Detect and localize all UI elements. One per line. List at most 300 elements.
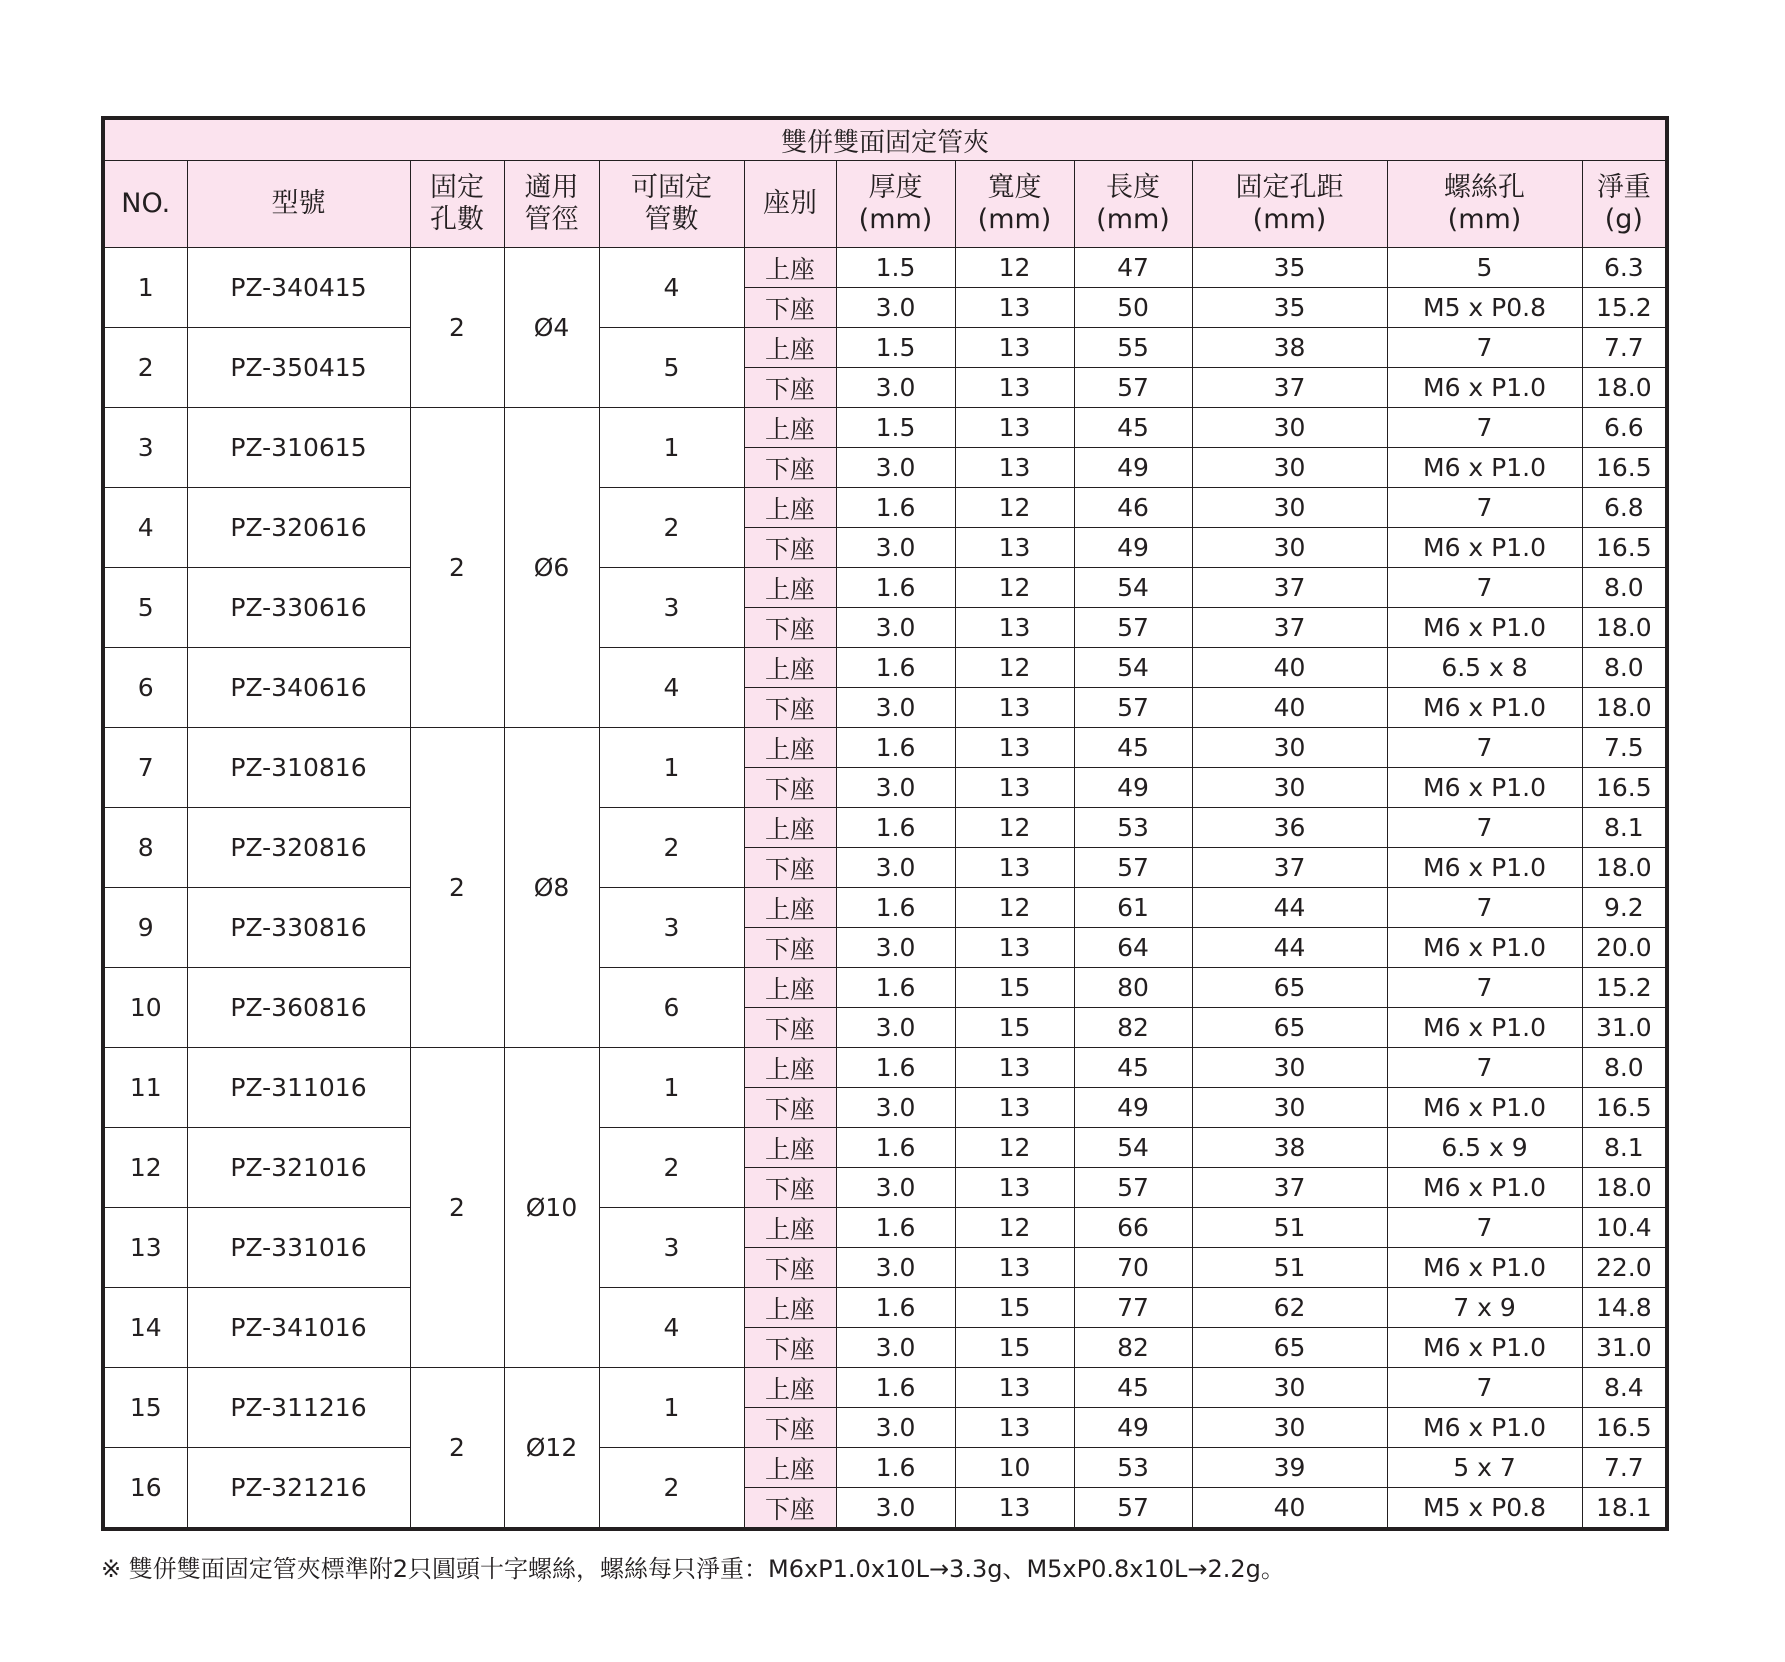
cell-width: 13: [955, 1088, 1074, 1128]
cell-width: 12: [955, 488, 1074, 528]
cell-screw-hole: 7: [1387, 1368, 1582, 1408]
cell-hole-pitch: 51: [1192, 1248, 1387, 1288]
cell-hole-pitch: 37: [1192, 1168, 1387, 1208]
table-row: [103, 1208, 1667, 1248]
table-row: [103, 1288, 1667, 1328]
cell-hole-pitch: 51: [1192, 1208, 1387, 1248]
table-row: [103, 488, 1667, 528]
cell-pipe-count: 2: [599, 488, 744, 568]
cell-weight: 18.0: [1582, 848, 1667, 888]
header-pipe-count: 可固定 管數: [599, 161, 744, 248]
cell-length: 50: [1074, 288, 1192, 328]
cell-screw-hole: M6 x P1.0: [1387, 1408, 1582, 1448]
cell-seat: 下座: [744, 1328, 836, 1368]
cell-hole-pitch: 36: [1192, 808, 1387, 848]
cell-hole-pitch: 35: [1192, 288, 1387, 328]
cell-seat: 下座: [744, 848, 836, 888]
cell-screw-hole: 5 x 7: [1387, 1448, 1582, 1488]
cell-length: 57: [1074, 1168, 1192, 1208]
cell-width: 13: [955, 1248, 1074, 1288]
cell-thickness: 3.0: [836, 1328, 955, 1368]
cell-pipe-count: 3: [599, 888, 744, 968]
cell-pipe-dia: Ø4: [504, 248, 599, 408]
cell-hole-pitch: 38: [1192, 1128, 1387, 1168]
cell-pipe-count: 2: [599, 1448, 744, 1530]
cell-seat: 下座: [744, 688, 836, 728]
cell-screw-hole: M6 x P1.0: [1387, 608, 1582, 648]
cell-width: 12: [955, 808, 1074, 848]
cell-seat: 下座: [744, 608, 836, 648]
cell-model: PZ-350415: [187, 328, 410, 408]
cell-no: 10: [103, 968, 187, 1048]
cell-length: 54: [1074, 648, 1192, 688]
cell-thickness: 3.0: [836, 928, 955, 968]
cell-pipe-count: 4: [599, 248, 744, 328]
cell-width: 12: [955, 248, 1074, 288]
cell-length: 45: [1074, 728, 1192, 768]
cell-thickness: 3.0: [836, 1408, 955, 1448]
cell-no: 15: [103, 1368, 187, 1448]
cell-hole-pitch: 44: [1192, 888, 1387, 928]
cell-thickness: 3.0: [836, 448, 955, 488]
cell-hole-pitch: 30: [1192, 528, 1387, 568]
cell-seat: 上座: [744, 888, 836, 928]
cell-thickness: 1.6: [836, 968, 955, 1008]
cell-seat: 下座: [744, 928, 836, 968]
cell-holes: 2: [410, 1368, 504, 1530]
cell-weight: 16.5: [1582, 448, 1667, 488]
cell-hole-pitch: 30: [1192, 728, 1387, 768]
cell-weight: 9.2: [1582, 888, 1667, 928]
cell-hole-pitch: 65: [1192, 1328, 1387, 1368]
cell-holes: 2: [410, 408, 504, 728]
cell-seat: 上座: [744, 968, 836, 1008]
cell-width: 13: [955, 288, 1074, 328]
cell-screw-hole: M6 x P1.0: [1387, 1168, 1582, 1208]
cell-thickness: 3.0: [836, 1168, 955, 1208]
cell-holes: 2: [410, 248, 504, 408]
cell-thickness: 3.0: [836, 368, 955, 408]
cell-width: 12: [955, 888, 1074, 928]
cell-width: 13: [955, 528, 1074, 568]
cell-length: 80: [1074, 968, 1192, 1008]
cell-hole-pitch: 39: [1192, 1448, 1387, 1488]
cell-hole-pitch: 37: [1192, 608, 1387, 648]
cell-pipe-count: 1: [599, 1368, 744, 1448]
cell-length: 49: [1074, 448, 1192, 488]
cell-length: 55: [1074, 328, 1192, 368]
cell-length: 54: [1074, 1128, 1192, 1168]
cell-thickness: 1.6: [836, 1368, 955, 1408]
table-row: [103, 728, 1667, 768]
table-body: [103, 248, 1667, 1530]
cell-seat: 下座: [744, 1088, 836, 1128]
cell-length: 57: [1074, 608, 1192, 648]
cell-weight: 16.5: [1582, 1408, 1667, 1448]
cell-screw-hole: 5: [1387, 248, 1582, 288]
cell-weight: 8.0: [1582, 1048, 1667, 1088]
cell-screw-hole: M6 x P1.0: [1387, 528, 1582, 568]
cell-screw-hole: M6 x P1.0: [1387, 928, 1582, 968]
table-row: [103, 808, 1667, 848]
cell-seat: 上座: [744, 808, 836, 848]
cell-seat: 上座: [744, 728, 836, 768]
cell-screw-hole: 7: [1387, 1048, 1582, 1088]
cell-width: 13: [955, 688, 1074, 728]
cell-model: PZ-340415: [187, 248, 410, 328]
cell-weight: 18.0: [1582, 368, 1667, 408]
cell-hole-pitch: 30: [1192, 1088, 1387, 1128]
table-row: [103, 328, 1667, 368]
cell-thickness: 3.0: [836, 288, 955, 328]
cell-seat: 下座: [744, 1408, 836, 1448]
cell-seat: 上座: [744, 1208, 836, 1248]
cell-seat: 上座: [744, 1448, 836, 1488]
cell-thickness: 1.6: [836, 808, 955, 848]
table-row: [103, 568, 1667, 608]
cell-weight: 31.0: [1582, 1008, 1667, 1048]
cell-length: 45: [1074, 408, 1192, 448]
cell-seat: 上座: [744, 1048, 836, 1088]
table-row: [103, 888, 1667, 928]
cell-width: 13: [955, 1048, 1074, 1088]
spec-table: [101, 116, 1669, 1531]
cell-length: 49: [1074, 768, 1192, 808]
cell-screw-hole: M6 x P1.0: [1387, 368, 1582, 408]
cell-pipe-count: 1: [599, 408, 744, 488]
cell-width: 12: [955, 1128, 1074, 1168]
cell-screw-hole: M6 x P1.0: [1387, 1328, 1582, 1368]
cell-weight: 18.1: [1582, 1488, 1667, 1530]
cell-hole-pitch: 40: [1192, 688, 1387, 728]
cell-hole-pitch: 65: [1192, 1008, 1387, 1048]
cell-width: 15: [955, 1328, 1074, 1368]
cell-model: PZ-311216: [187, 1368, 410, 1448]
cell-length: 70: [1074, 1248, 1192, 1288]
cell-hole-pitch: 62: [1192, 1288, 1387, 1328]
cell-seat: 下座: [744, 1008, 836, 1048]
cell-weight: 20.0: [1582, 928, 1667, 968]
cell-screw-hole: 6.5 x 8: [1387, 648, 1582, 688]
cell-width: 13: [955, 408, 1074, 448]
cell-seat: 上座: [744, 408, 836, 448]
cell-no: 5: [103, 568, 187, 648]
cell-width: 13: [955, 608, 1074, 648]
cell-weight: 18.0: [1582, 608, 1667, 648]
cell-screw-hole: 6.5 x 9: [1387, 1128, 1582, 1168]
cell-no: 8: [103, 808, 187, 888]
cell-model: PZ-331016: [187, 1208, 410, 1288]
cell-screw-hole: M6 x P1.0: [1387, 688, 1582, 728]
cell-weight: 14.8: [1582, 1288, 1667, 1328]
cell-thickness: 1.6: [836, 1288, 955, 1328]
cell-no: 1: [103, 248, 187, 328]
cell-hole-pitch: 35: [1192, 248, 1387, 288]
cell-hole-pitch: 30: [1192, 768, 1387, 808]
cell-weight: 16.5: [1582, 528, 1667, 568]
cell-length: 53: [1074, 808, 1192, 848]
cell-seat: 上座: [744, 248, 836, 288]
cell-seat: 下座: [744, 528, 836, 568]
cell-width: 15: [955, 968, 1074, 1008]
cell-pipe-count: 3: [599, 568, 744, 648]
cell-length: 77: [1074, 1288, 1192, 1328]
cell-no: 12: [103, 1128, 187, 1208]
cell-weight: 6.3: [1582, 248, 1667, 288]
cell-no: 14: [103, 1288, 187, 1368]
cell-length: 57: [1074, 688, 1192, 728]
cell-pipe-count: 4: [599, 648, 744, 728]
footnote: ※ 雙併雙面固定管夾標準附2只圓頭十字螺絲，螺絲每只淨重：M6xP1.0x10L→3.3g、M5xP0.8x10L→2.2g。: [101, 1555, 1285, 1583]
cell-length: 53: [1074, 1448, 1192, 1488]
cell-screw-hole: 7: [1387, 968, 1582, 1008]
cell-hole-pitch: 30: [1192, 1408, 1387, 1448]
cell-seat: 上座: [744, 1128, 836, 1168]
cell-length: 82: [1074, 1008, 1192, 1048]
cell-model: PZ-360816: [187, 968, 410, 1048]
cell-length: 46: [1074, 488, 1192, 528]
cell-seat: 上座: [744, 1288, 836, 1328]
cell-hole-pitch: 30: [1192, 1368, 1387, 1408]
cell-width: 13: [955, 848, 1074, 888]
table-row: [103, 1448, 1667, 1488]
cell-hole-pitch: 30: [1192, 408, 1387, 448]
cell-weight: 31.0: [1582, 1328, 1667, 1368]
table-row: [103, 968, 1667, 1008]
cell-model: PZ-340616: [187, 648, 410, 728]
cell-screw-hole: M6 x P1.0: [1387, 848, 1582, 888]
header-seat: 座別: [744, 161, 836, 248]
cell-width: 13: [955, 448, 1074, 488]
cell-no: 3: [103, 408, 187, 488]
cell-width: 13: [955, 1488, 1074, 1530]
cell-length: 82: [1074, 1328, 1192, 1368]
cell-thickness: 1.6: [836, 1208, 955, 1248]
cell-weight: 22.0: [1582, 1248, 1667, 1288]
cell-model: PZ-310615: [187, 408, 410, 488]
header-length: 長度 (mm): [1074, 161, 1192, 248]
cell-no: 13: [103, 1208, 187, 1288]
cell-length: 57: [1074, 1488, 1192, 1530]
cell-hole-pitch: 44: [1192, 928, 1387, 968]
cell-holes: 2: [410, 1048, 504, 1368]
cell-length: 54: [1074, 568, 1192, 608]
cell-model: PZ-310816: [187, 728, 410, 808]
cell-model: PZ-341016: [187, 1288, 410, 1368]
cell-weight: 10.4: [1582, 1208, 1667, 1248]
cell-length: 45: [1074, 1368, 1192, 1408]
cell-weight: 6.8: [1582, 488, 1667, 528]
cell-weight: 15.2: [1582, 968, 1667, 1008]
cell-weight: 18.0: [1582, 1168, 1667, 1208]
cell-thickness: 3.0: [836, 1088, 955, 1128]
cell-thickness: 3.0: [836, 1488, 955, 1530]
cell-hole-pitch: 30: [1192, 488, 1387, 528]
cell-model: PZ-330816: [187, 888, 410, 968]
cell-pipe-count: 3: [599, 1208, 744, 1288]
cell-length: 45: [1074, 1048, 1192, 1088]
cell-pipe-dia: Ø12: [504, 1368, 599, 1530]
cell-thickness: 3.0: [836, 1008, 955, 1048]
cell-weight: 18.0: [1582, 688, 1667, 728]
cell-screw-hole: 7: [1387, 808, 1582, 848]
cell-pipe-count: 5: [599, 328, 744, 408]
cell-seat: 下座: [744, 288, 836, 328]
cell-width: 12: [955, 568, 1074, 608]
cell-length: 57: [1074, 848, 1192, 888]
cell-seat: 下座: [744, 448, 836, 488]
cell-screw-hole: 7: [1387, 1208, 1582, 1248]
cell-thickness: 1.5: [836, 328, 955, 368]
cell-thickness: 3.0: [836, 528, 955, 568]
cell-thickness: 1.6: [836, 888, 955, 928]
cell-no: 11: [103, 1048, 187, 1128]
cell-no: 4: [103, 488, 187, 568]
cell-thickness: 1.6: [836, 488, 955, 528]
header-hole-pitch: 固定孔距 (mm): [1192, 161, 1387, 248]
cell-pipe-count: 4: [599, 1288, 744, 1368]
cell-screw-hole: M5 x P0.8: [1387, 288, 1582, 328]
cell-seat: 下座: [744, 768, 836, 808]
cell-length: 47: [1074, 248, 1192, 288]
cell-thickness: 1.6: [836, 1048, 955, 1088]
cell-screw-hole: 7: [1387, 888, 1582, 928]
table-row: [103, 1128, 1667, 1168]
cell-weight: 7.5: [1582, 728, 1667, 768]
cell-weight: 8.1: [1582, 808, 1667, 848]
cell-pipe-dia: Ø6: [504, 408, 599, 728]
cell-thickness: 3.0: [836, 848, 955, 888]
cell-pipe-count: 2: [599, 1128, 744, 1208]
header-thickness: 厚度 (mm): [836, 161, 955, 248]
cell-weight: 8.1: [1582, 1128, 1667, 1168]
cell-weight: 16.5: [1582, 1088, 1667, 1128]
cell-hole-pitch: 40: [1192, 648, 1387, 688]
cell-length: 66: [1074, 1208, 1192, 1248]
header-no: NO.: [103, 161, 187, 248]
cell-thickness: 3.0: [836, 688, 955, 728]
cell-no: 7: [103, 728, 187, 808]
cell-pipe-count: 2: [599, 808, 744, 888]
cell-width: 13: [955, 1168, 1074, 1208]
cell-hole-pitch: 40: [1192, 1488, 1387, 1530]
cell-model: PZ-330616: [187, 568, 410, 648]
cell-thickness: 3.0: [836, 608, 955, 648]
table-row: [103, 248, 1667, 288]
cell-pipe-dia: Ø8: [504, 728, 599, 1048]
cell-model: PZ-320616: [187, 488, 410, 568]
cell-hole-pitch: 30: [1192, 448, 1387, 488]
cell-weight: 8.0: [1582, 648, 1667, 688]
cell-seat: 上座: [744, 568, 836, 608]
cell-weight: 8.0: [1582, 568, 1667, 608]
cell-no: 16: [103, 1448, 187, 1530]
cell-hole-pitch: 37: [1192, 568, 1387, 608]
cell-width: 12: [955, 648, 1074, 688]
table-title: 雙併雙面固定管夾: [103, 118, 1667, 161]
cell-width: 13: [955, 1368, 1074, 1408]
cell-thickness: 1.5: [836, 408, 955, 448]
cell-width: 15: [955, 1288, 1074, 1328]
header-model: 型號: [187, 161, 410, 248]
header-row: [103, 161, 1667, 248]
cell-length: 49: [1074, 528, 1192, 568]
cell-screw-hole: 7 x 9: [1387, 1288, 1582, 1328]
cell-thickness: 1.6: [836, 1448, 955, 1488]
cell-thickness: 1.5: [836, 248, 955, 288]
cell-hole-pitch: 37: [1192, 368, 1387, 408]
cell-pipe-count: 1: [599, 1048, 744, 1128]
header-pipe-dia: 適用 管徑: [504, 161, 599, 248]
cell-length: 64: [1074, 928, 1192, 968]
table-row: [103, 1048, 1667, 1088]
header-width: 寬度 (mm): [955, 161, 1074, 248]
cell-hole-pitch: 65: [1192, 968, 1387, 1008]
header-holes: 固定 孔數: [410, 161, 504, 248]
cell-thickness: 3.0: [836, 1248, 955, 1288]
table-row: [103, 408, 1667, 448]
cell-width: 13: [955, 728, 1074, 768]
cell-screw-hole: 7: [1387, 408, 1582, 448]
cell-screw-hole: M6 x P1.0: [1387, 1008, 1582, 1048]
cell-weight: 7.7: [1582, 1448, 1667, 1488]
cell-screw-hole: M6 x P1.0: [1387, 768, 1582, 808]
cell-pipe-dia: Ø10: [504, 1048, 599, 1368]
table-row: [103, 648, 1667, 688]
cell-screw-hole: 7: [1387, 728, 1582, 768]
cell-seat: 上座: [744, 1368, 836, 1408]
cell-no: 9: [103, 888, 187, 968]
cell-hole-pitch: 30: [1192, 1048, 1387, 1088]
cell-seat: 上座: [744, 488, 836, 528]
cell-model: PZ-321016: [187, 1128, 410, 1208]
cell-thickness: 1.6: [836, 728, 955, 768]
cell-screw-hole: M6 x P1.0: [1387, 448, 1582, 488]
cell-pipe-count: 6: [599, 968, 744, 1048]
cell-width: 10: [955, 1448, 1074, 1488]
cell-seat: 下座: [744, 1488, 836, 1530]
cell-seat: 上座: [744, 328, 836, 368]
cell-width: 13: [955, 1408, 1074, 1448]
cell-screw-hole: M6 x P1.0: [1387, 1088, 1582, 1128]
cell-thickness: 1.6: [836, 1128, 955, 1168]
cell-pipe-count: 1: [599, 728, 744, 808]
cell-model: PZ-311016: [187, 1048, 410, 1128]
cell-width: 12: [955, 1208, 1074, 1248]
cell-model: PZ-321216: [187, 1448, 410, 1530]
cell-screw-hole: M5 x P0.8: [1387, 1488, 1582, 1530]
cell-holes: 2: [410, 728, 504, 1048]
cell-length: 57: [1074, 368, 1192, 408]
cell-thickness: 1.6: [836, 648, 955, 688]
cell-weight: 7.7: [1582, 328, 1667, 368]
cell-width: 13: [955, 928, 1074, 968]
cell-screw-hole: M6 x P1.0: [1387, 1248, 1582, 1288]
cell-screw-hole: 7: [1387, 568, 1582, 608]
cell-seat: 下座: [744, 368, 836, 408]
cell-seat: 下座: [744, 1168, 836, 1208]
cell-thickness: 1.6: [836, 568, 955, 608]
cell-hole-pitch: 38: [1192, 328, 1387, 368]
cell-weight: 6.6: [1582, 408, 1667, 448]
cell-width: 13: [955, 328, 1074, 368]
cell-model: PZ-320816: [187, 808, 410, 888]
cell-length: 61: [1074, 888, 1192, 928]
cell-width: 15: [955, 1008, 1074, 1048]
cell-width: 13: [955, 768, 1074, 808]
cell-seat: 下座: [744, 1248, 836, 1288]
cell-length: 49: [1074, 1408, 1192, 1448]
